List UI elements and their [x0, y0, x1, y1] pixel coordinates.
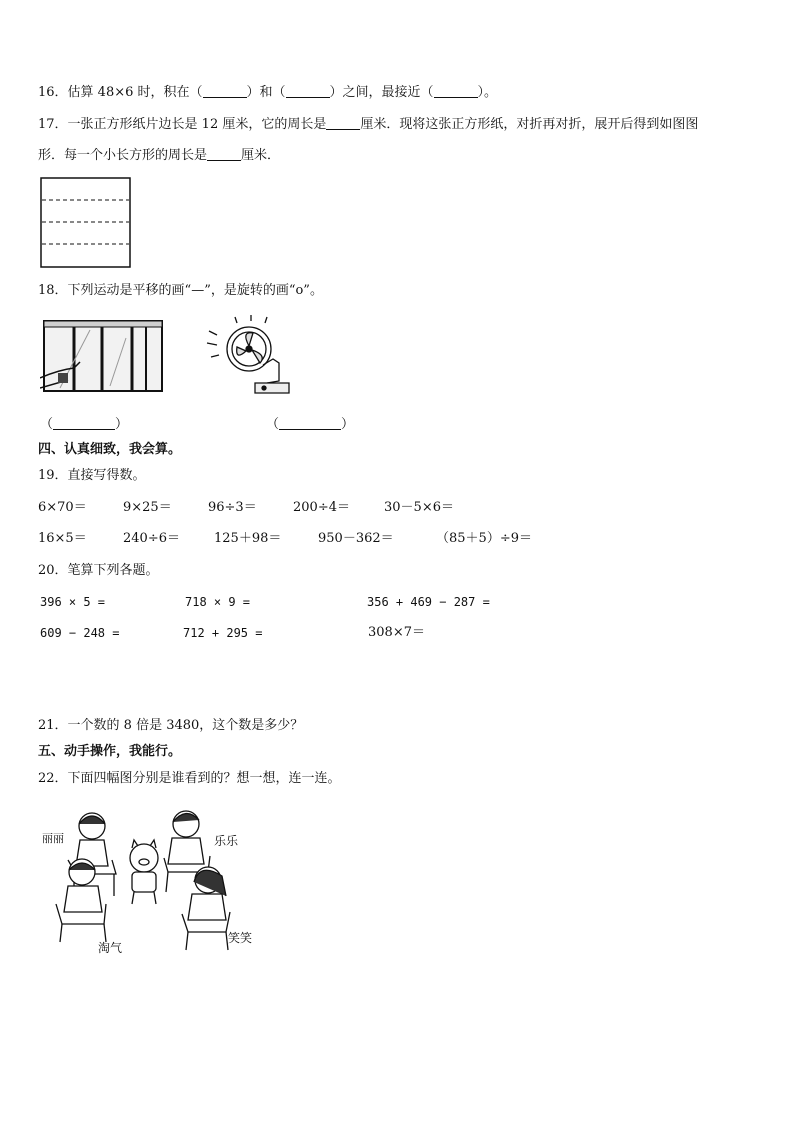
q16-mid2: ）之间，最接近（: [329, 85, 434, 100]
question-20-title: 20．笔算下列各题。: [38, 563, 159, 578]
children-toy-scene: [40, 800, 260, 955]
name-label-xiaoxiao: 笑笑: [228, 931, 253, 945]
q17-text-d: 厘米．: [241, 148, 281, 163]
q17-text-c: 形．每一个小长方形的周长是: [38, 148, 208, 163]
section-5-title: 五、动手操作，我能行。: [38, 744, 182, 759]
name-label-lili: 丽丽: [42, 832, 64, 845]
q16-blank-2[interactable]: [286, 83, 330, 98]
q19-item: 96÷3＝: [208, 500, 257, 515]
q16-prefix: 16．估算 48×6 时，积在（: [38, 85, 203, 100]
children-scene-drawing: [40, 800, 260, 955]
q16-blank-3[interactable]: [434, 83, 478, 98]
q17-blank-1[interactable]: [326, 115, 360, 130]
question-21: 21．一个数的 8 倍是 3480，这个数是多少？: [38, 718, 304, 733]
q16-mid1: ）和（: [246, 85, 286, 100]
paren-open: （: [40, 417, 54, 432]
q19-item: 6×70＝: [38, 500, 87, 515]
question-17-line-2: [38, 146, 280, 165]
section-4-title: 四、认真细致，我会算。: [38, 442, 182, 457]
q19-item: 30－5×6＝: [384, 500, 454, 515]
q19-item: 125＋98＝: [214, 531, 282, 546]
question-16: [38, 83, 497, 102]
q17-text-b: 厘米．现将这张正方形纸，对折再对折，展开后得到如图图: [360, 117, 699, 132]
name-label-taoqi: 淘气: [98, 941, 123, 955]
q16-suffix: ）。: [477, 85, 498, 100]
q19-item: 9×25＝: [123, 500, 172, 515]
q19-item: （85＋5）÷9＝: [436, 531, 532, 546]
q20-item: 609 − 248 =: [40, 626, 120, 640]
q16-blank-1[interactable]: [203, 83, 247, 98]
q17-text-a: 17．一张正方形纸片边长是 12 厘米，它的周长是: [38, 117, 327, 132]
q19-item: 200÷4＝: [293, 500, 350, 515]
electric-fan-image: [205, 313, 295, 403]
q19-item: 16×5＝: [38, 531, 87, 546]
q20-item: 712 + 295 =: [183, 626, 263, 640]
q20-item: 308×7＝: [368, 625, 425, 640]
question-22: 22．下面四幅图分别是谁看到的？想一想，连一连。: [38, 771, 341, 786]
paren-open: （: [266, 417, 280, 432]
q20-item: 718 × 9 =: [185, 595, 251, 609]
question-17-line-1: [38, 115, 698, 134]
q18-answer-1[interactable]: [40, 415, 128, 434]
question-19-title: 19．直接写得数。: [38, 468, 146, 483]
q19-item: 240÷6＝: [123, 531, 180, 546]
q20-item: 356 + 469 − 287 =: [367, 595, 490, 609]
q19-item: 950－362＝: [318, 531, 394, 546]
q20-item: 396 × 5 =: [40, 595, 106, 609]
question-18: 18．下列运动是平移的画“—”，是旋转的画“o”。: [38, 283, 323, 298]
paren-close: ）: [115, 417, 129, 432]
name-label-lele: 乐乐: [214, 834, 239, 848]
paren-close: ）: [341, 417, 355, 432]
q18-blank-1[interactable]: [53, 415, 115, 430]
q18-blank-2[interactable]: [279, 415, 341, 430]
q17-blank-2[interactable]: [207, 146, 241, 161]
sliding-window-image: [40, 318, 164, 394]
folded-square-figure: [40, 177, 132, 269]
q18-answer-2[interactable]: [266, 415, 354, 434]
